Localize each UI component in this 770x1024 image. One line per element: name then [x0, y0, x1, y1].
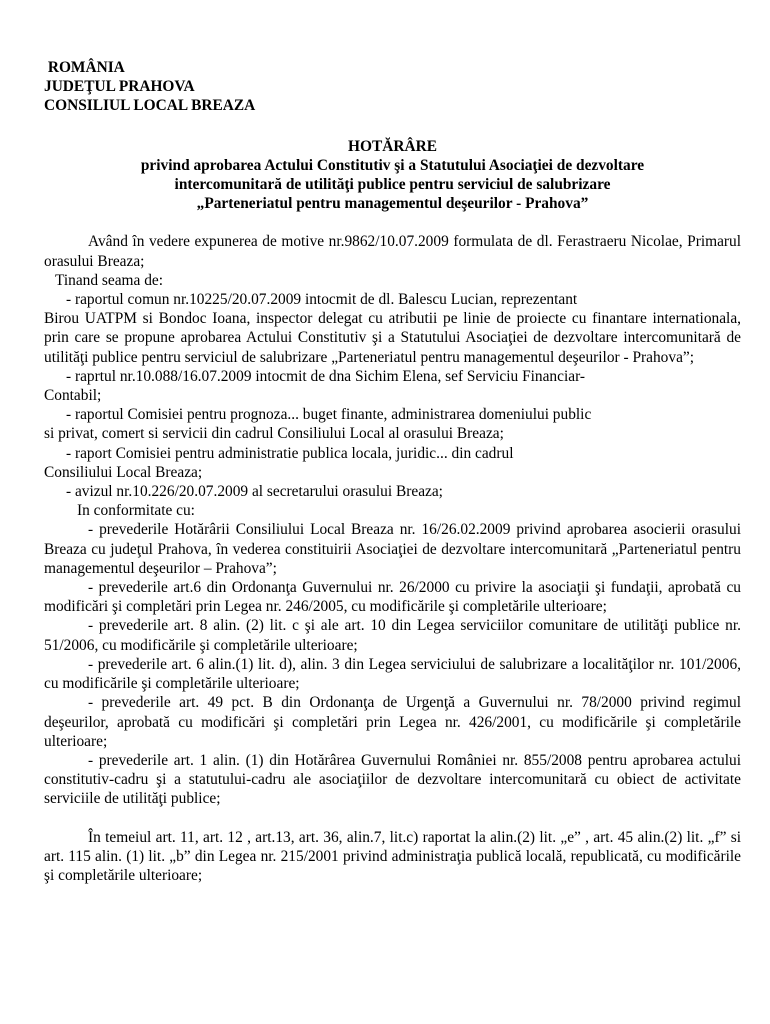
prevedere-3: - prevederile art. 8 alin. (2) lit. c şi ale art. 10 din Legea serviciilor comunitare de utilităţi publice nr. 51/2006, cu modificările şi completările ulterioare; — [44, 617, 741, 654]
raport-4-continuation: Consiliului Local Breaza; — [44, 463, 203, 481]
raport-1-continuation: Birou UATPM si Bondoc Ioana, inspector delegat cu atributii pe linie de proiecte cu finantare internationala, prin care se propune aprobarea Actului Constitutiv şi a Statutului Asociaţiei de dezvoltare intercomunitară de utilităţi publice pentru serviciul de salubrizare „Parteneriatul pentru managementul deşeurilor - Prahova”; — [44, 310, 741, 366]
title-line-1: privind aprobarea Actului Constitutiv şi a Statutului Asociaţiei de dezvoltare — [140, 156, 645, 174]
raport-1-first-line: - raportul comun nr.10225/20.07.2009 intocmit de dl. Balescu Lucian, reprezentant — [66, 291, 578, 309]
prevedere-2: - prevederile art.6 din Ordonanţa Guvernului nr. 26/2000 cu privire la asociaţii şi fundaţii, aprobată cu modificări şi completări prin Legea nr. 246/2005, cu modificările şi completările ulterioare; — [44, 579, 741, 616]
raport-3-first-line: - raportul Comisiei pentru prognoza... buget finante, administrarea domeniului public — [66, 406, 592, 424]
raport-2-continuation: Contabil; — [44, 387, 102, 405]
header-council: CONSILIUL LOCAL BREAZA — [44, 97, 256, 115]
header-country: ROMÂNIA — [44, 59, 125, 76]
title-line-2: intercomunitară de utilităţi publice pentru serviciul de salubrizare — [174, 176, 611, 194]
prevedere-6: - prevederile art. 1 alin. (1) din Hotărârea Guvernului României nr. 855/2008 pentru aprobarea actului constitutiv-cadru şi a statutului-cadru ale asociaţiilor de dezvoltare intercomunitară cu obiect de activitate serviciile de utilităţi publice; — [44, 751, 741, 808]
raport-3-continuation: si privat, comert si servicii din cadrul Consiliului Local al orasului Breaza; — [44, 425, 504, 443]
paragraph-spacer — [44, 809, 741, 828]
title-line-3: „Parteneriatul pentru managementul deşeurilor - Prahova” — [196, 195, 589, 213]
document-page — [44, 58, 741, 885]
paragraph-in-conformitate: In conformitate cu: — [77, 502, 195, 520]
title-main: HOTĂRÂRE — [348, 137, 437, 155]
document-body — [44, 232, 741, 885]
prevedere-4: - prevederile art. 6 alin.(1) lit. d), alin. 3 din Legea serviciului de salubrizare a localităţilor nr. 101/2006, cu modificările şi completările ulterioare; — [44, 655, 741, 693]
aviz-secretar: - avizul nr.10.226/20.07.2009 al secretarului orasului Breaza; — [66, 483, 443, 501]
document-title — [44, 137, 741, 214]
paragraph-expunere: Având în vedere expunerea de motive nr.9862/10.07.2009 formulata de dl. Ferastraeru Nicolae, Primarul orasului Breaza; — [44, 233, 741, 270]
raport-2-first-line: - raprtul nr.10.088/16.07.2009 intocmit de dna Sichim Elena, sef Serviciu Financiar- — [66, 367, 586, 385]
prevedere-1: - prevederile Hotărârii Consiliului Local Breaza nr. 16/26.02.2009 privind aprobarea asocierii orasului Breaza cu judeţul Prahova, în vederea constituirii Asociaţiei de dezvoltare intercomunitară „Parteneriatul pentru managementul deşeurilor – Prahova”; — [44, 521, 741, 577]
header-county: JUDEŢUL PRAHOVA — [44, 78, 195, 96]
raport-4-first-line: - raport Comisiei pentru administratie publica locala, juridic... din cadrul — [66, 444, 514, 462]
prevedere-5: - prevederile art. 49 pct. B din Ordonanţa de Urgenţă a Guvernului nr. 78/2000 privind regimul deşeurilor, aprobată cu modificări şi completări prin Legea nr. 426/2001, cu modificările şi completările ulterioare; — [44, 694, 741, 750]
paragraph-tinand-seama: Tinand seama de: — [55, 271, 164, 289]
paragraph-temeiul: În temeiul art. 11, art. 12 , art.13, art. 36, alin.7, lit.c) raportat la alin.(2) lit. „e” , art. 45 alin.(2) lit. „f” si art. 115 alin. (1) lit. „b” din Legea nr. 215/2001 privind administraţia publică locală, republicată, cu modificările şi completările ulterioare; — [44, 828, 741, 884]
